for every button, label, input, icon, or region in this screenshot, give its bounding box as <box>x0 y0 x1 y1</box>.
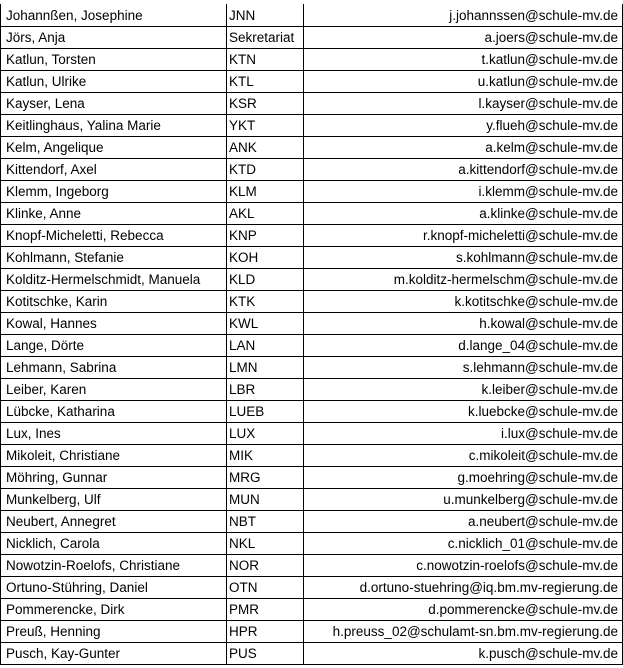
cell-email[interactable]: y.flueh@schule-mv.de <box>304 115 623 137</box>
table-row <box>1 401 623 423</box>
cell-code[interactable]: LMN <box>227 357 304 379</box>
cell-name[interactable]: Möhring, Gunnar <box>1 467 227 489</box>
cell-name[interactable]: Kowal, Hannes <box>1 313 227 335</box>
cell-name[interactable]: Nowotzin-Roelofs, Christiane <box>1 555 227 577</box>
table-row <box>1 27 623 49</box>
cell-code[interactable]: LAN <box>227 335 304 357</box>
cell-name[interactable]: Knopf-Micheletti, Rebecca <box>1 225 227 247</box>
table-row <box>1 511 623 533</box>
cell-email[interactable]: k.kotitschke@schule-mv.de <box>304 291 623 313</box>
table-row <box>1 93 623 115</box>
table-row <box>1 137 623 159</box>
table-row <box>1 291 623 313</box>
cell-code[interactable]: PMR <box>227 599 304 621</box>
cell-email[interactable]: d.ortuno-stuehring@iq.bm.mv-regierung.de <box>304 577 623 599</box>
cell-email[interactable]: h.kowal@schule-mv.de <box>304 313 623 335</box>
table-row <box>1 335 623 357</box>
table-row <box>1 225 623 247</box>
table-row <box>1 181 623 203</box>
cell-code[interactable]: KTL <box>227 71 304 93</box>
table-row <box>1 71 623 93</box>
table-row <box>1 5 623 27</box>
cell-email[interactable]: k.pusch@schule-mv.de <box>304 643 623 665</box>
table-row <box>1 555 623 577</box>
cell-email[interactable]: i.lux@schule-mv.de <box>304 423 623 445</box>
cell-email[interactable]: j.johannssen@schule-mv.de <box>304 5 623 27</box>
cell-code[interactable]: NKL <box>227 533 304 555</box>
cell-name[interactable]: Lehmann, Sabrina <box>1 357 227 379</box>
cell-code[interactable]: NBT <box>227 511 304 533</box>
cell-name[interactable]: Johannßen, Josephine <box>1 5 227 27</box>
cell-code[interactable]: Sekretariat <box>227 27 304 49</box>
cell-email[interactable]: a.klinke@schule-mv.de <box>304 203 623 225</box>
spreadsheet-body <box>1 5 623 665</box>
cell-code[interactable]: MRG <box>227 467 304 489</box>
cell-code[interactable]: PUS <box>227 643 304 665</box>
cell-code[interactable]: KTD <box>227 159 304 181</box>
cell-code[interactable]: KLM <box>227 181 304 203</box>
cell-code[interactable]: MIK <box>227 445 304 467</box>
cell-email[interactable]: r.knopf-micheletti@schule-mv.de <box>304 225 623 247</box>
table-row <box>1 621 623 643</box>
cell-name[interactable]: Jörs, Anja <box>1 27 227 49</box>
cell-email[interactable]: a.kittendorf@schule-mv.de <box>304 159 623 181</box>
cell-name[interactable]: Mikoleit, Christiane <box>1 445 227 467</box>
cell-code[interactable]: MUN <box>227 489 304 511</box>
cell-code[interactable]: KSR <box>227 93 304 115</box>
cell-name[interactable]: Lübcke, Katharina <box>1 401 227 423</box>
table-row <box>1 115 623 137</box>
cell-name[interactable]: Katlun, Torsten <box>1 49 227 71</box>
table-row <box>1 203 623 225</box>
cell-code[interactable]: KLD <box>227 269 304 291</box>
cell-email[interactable]: c.nicklich_01@schule-mv.de <box>304 533 623 555</box>
cell-code[interactable]: JNN <box>227 5 304 27</box>
cell-name[interactable]: Nicklich, Carola <box>1 533 227 555</box>
table-row <box>1 489 623 511</box>
cell-email[interactable]: s.kohlmann@schule-mv.de <box>304 247 623 269</box>
table-row <box>1 269 623 291</box>
cell-name[interactable]: Kittendorf, Axel <box>1 159 227 181</box>
table-row <box>1 247 623 269</box>
cell-name[interactable]: Katlun, Ulrike <box>1 71 227 93</box>
cell-email[interactable]: i.klemm@schule-mv.de <box>304 181 623 203</box>
table-row <box>1 49 623 71</box>
cell-code[interactable]: KNP <box>227 225 304 247</box>
cell-email[interactable]: d.lange_04@schule-mv.de <box>304 335 623 357</box>
cell-code[interactable]: NOR <box>227 555 304 577</box>
cell-code[interactable]: KOH <box>227 247 304 269</box>
cell-name[interactable]: Pommerencke, Dirk <box>1 599 227 621</box>
cell-code[interactable]: LUX <box>227 423 304 445</box>
cell-email[interactable]: m.kolditz-hermelschm@schule-mv.de <box>304 269 623 291</box>
table-row <box>1 313 623 335</box>
table-row <box>1 533 623 555</box>
cell-email[interactable]: a.kelm@schule-mv.de <box>304 137 623 159</box>
cell-name[interactable]: Neubert, Annegret <box>1 511 227 533</box>
cell-email[interactable]: t.katlun@schule-mv.de <box>304 49 623 71</box>
table-row <box>1 357 623 379</box>
table-row <box>1 467 623 489</box>
cell-email[interactable]: k.luebcke@schule-mv.de <box>304 401 623 423</box>
cell-name[interactable]: Leiber, Karen <box>1 379 227 401</box>
cell-code[interactable]: LBR <box>227 379 304 401</box>
cell-code[interactable]: AKL <box>227 203 304 225</box>
cell-name[interactable]: Kolditz-Hermelschmidt, Manuela <box>1 269 227 291</box>
cell-email[interactable]: s.lehmann@schule-mv.de <box>304 357 623 379</box>
cell-name[interactable]: Pusch, Kay-Gunter <box>1 643 227 665</box>
cell-name[interactable]: Klinke, Anne <box>1 203 227 225</box>
cell-email[interactable]: l.kayser@schule-mv.de <box>304 93 623 115</box>
cell-name[interactable]: Kotitschke, Karin <box>1 291 227 313</box>
table-row <box>1 643 623 665</box>
cell-name[interactable]: Kayser, Lena <box>1 93 227 115</box>
cell-email[interactable]: u.katlun@schule-mv.de <box>304 71 623 93</box>
cell-email[interactable]: k.leiber@schule-mv.de <box>304 379 623 401</box>
cell-email[interactable]: c.mikoleit@schule-mv.de <box>304 445 623 467</box>
table-row <box>1 599 623 621</box>
cell-code[interactable]: HPR <box>227 621 304 643</box>
table-row <box>1 159 623 181</box>
cell-code[interactable]: YKT <box>227 115 304 137</box>
cell-name[interactable]: Ortuno-Stühring, Daniel <box>1 577 227 599</box>
cell-email[interactable]: a.joers@schule-mv.de <box>304 27 623 49</box>
spreadsheet-table <box>0 4 623 665</box>
cell-code[interactable]: KTK <box>227 291 304 313</box>
cell-code[interactable]: KWL <box>227 313 304 335</box>
cell-email[interactable]: g.moehring@schule-mv.de <box>304 467 623 489</box>
cell-name[interactable]: Preuß, Henning <box>1 621 227 643</box>
table-row <box>1 577 623 599</box>
table-row <box>1 423 623 445</box>
cell-code[interactable]: KTN <box>227 49 304 71</box>
cell-name[interactable]: Keitlinghaus, Yalina Marie <box>1 115 227 137</box>
cell-code[interactable]: OTN <box>227 577 304 599</box>
cell-name[interactable]: Kohlmann, Stefanie <box>1 247 227 269</box>
cell-code[interactable]: ANK <box>227 137 304 159</box>
cell-email[interactable]: a.neubert@schule-mv.de <box>304 511 623 533</box>
cell-name[interactable]: Klemm, Ingeborg <box>1 181 227 203</box>
table-row <box>1 445 623 467</box>
cell-name[interactable]: Lux, Ines <box>1 423 227 445</box>
cell-email[interactable]: h.preuss_02@schulamt-sn.bm.mv-regierung.de <box>304 621 623 643</box>
cell-code[interactable]: LUEB <box>227 401 304 423</box>
cell-email[interactable]: u.munkelberg@schule-mv.de <box>304 489 623 511</box>
cell-name[interactable]: Lange, Dörte <box>1 335 227 357</box>
cell-email[interactable]: d.pommerencke@schule-mv.de <box>304 599 623 621</box>
cell-email[interactable]: c.nowotzin-roelofs@schule-mv.de <box>304 555 623 577</box>
table-row <box>1 379 623 401</box>
cell-name[interactable]: Kelm, Angelique <box>1 137 227 159</box>
cell-name[interactable]: Munkelberg, Ulf <box>1 489 227 511</box>
